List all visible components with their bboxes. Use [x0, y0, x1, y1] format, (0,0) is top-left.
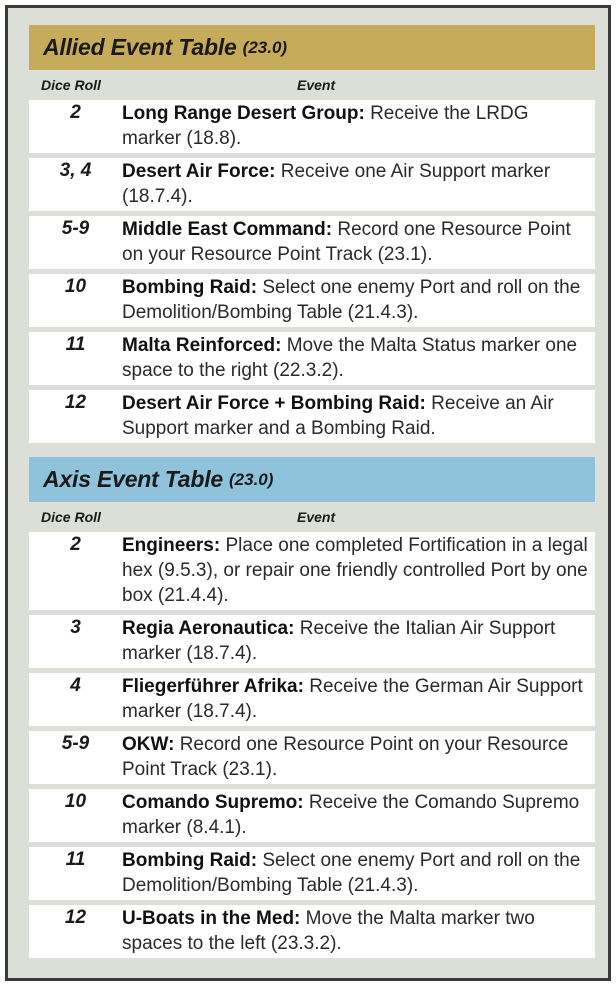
event-name: U-Boats in the Med:	[122, 908, 301, 929]
event-name: Regia Aeronautica:	[122, 618, 295, 639]
table-row	[29, 905, 595, 958]
event-tables-card	[5, 5, 611, 981]
allied-column-headers	[29, 70, 595, 100]
axis-column-headers	[29, 502, 595, 532]
event-description	[122, 731, 595, 784]
event-description	[122, 847, 595, 900]
event-description	[122, 615, 595, 668]
axis-rows	[29, 532, 595, 958]
event-description	[122, 390, 595, 443]
dice-roll-value: 2	[70, 102, 81, 123]
event-description	[122, 158, 595, 211]
event-text: Select one enemy Port and roll on the Demolition/Bombing Table (21.4.3).	[122, 850, 581, 896]
table-row	[29, 615, 595, 668]
event-column-header: Event	[297, 509, 336, 525]
event-text: Record one Resource Point on your Resource Point Track (23.1).	[122, 734, 569, 780]
table-row	[29, 532, 595, 610]
event-column-header: Event	[297, 77, 336, 93]
event-text: Receive the LRDG marker (18.8).	[122, 103, 529, 149]
event-description	[122, 100, 595, 153]
event-name: Malta Reinforced:	[122, 335, 282, 356]
event-description	[122, 789, 595, 842]
event-text: Move the Malta Status marker one space to the right (22.3.2).	[122, 335, 578, 381]
allied-table-reference: (23.0)	[242, 37, 288, 57]
event-text: Receive an Air Support marker and a Bombing Raid.	[122, 393, 554, 439]
table-row	[29, 789, 595, 842]
dice-roll-value: 10	[64, 276, 87, 297]
allied-table-title: Allied Event Table	[43, 34, 237, 60]
table-row	[29, 731, 595, 784]
event-text: Receive one Air Support marker (18.7.4).	[122, 161, 551, 207]
event-name: OKW:	[122, 734, 175, 755]
event-description	[122, 332, 595, 385]
dice-roll-value: 11	[65, 849, 86, 870]
event-description	[122, 905, 595, 958]
dice-roll-value: 3	[70, 617, 81, 638]
event-text: Move the Malta marker two spaces to the left (23.3.2).	[122, 908, 535, 954]
dice-roll-value: 12	[64, 392, 87, 413]
event-description	[122, 216, 595, 269]
event-text: Place one completed Fortification in a legal hex (9.5.3), or repair one friendly controlled Port by one box (21.4.4).	[122, 535, 588, 606]
dice-roll-column-header: Dice Roll	[41, 77, 101, 93]
table-row	[29, 216, 595, 269]
event-description	[122, 274, 595, 327]
table-row	[29, 158, 595, 211]
event-text: Receive the German Air Support marker (18.7.4).	[122, 676, 583, 722]
event-description	[122, 673, 595, 726]
axis-table-reference: (23.0)	[229, 469, 274, 489]
dice-roll-value: 12	[64, 907, 87, 928]
dice-roll-value: 2	[70, 534, 81, 555]
event-name: Fliegerführer Afrika:	[122, 676, 304, 697]
table-row	[29, 847, 595, 900]
table-row	[29, 390, 595, 443]
allied-table-header	[29, 25, 595, 70]
event-text: Receive the Italian Air Support marker (18.7.4).	[122, 618, 556, 664]
event-name: Long Range Desert Group:	[122, 103, 365, 124]
axis-event-table	[29, 457, 595, 963]
event-text: Select one enemy Port and roll on the Demolition/Bombing Table (21.4.3).	[122, 277, 581, 323]
event-description	[122, 532, 595, 610]
table-row	[29, 673, 595, 726]
event-name: Desert Air Force:	[122, 161, 276, 182]
table-row	[29, 332, 595, 385]
axis-table-title: Axis Event Table	[43, 466, 224, 492]
event-text: Record one Resource Point on your Resource Point Track (23.1).	[122, 219, 571, 265]
event-name: Comando Supremo:	[122, 792, 304, 813]
dice-roll-value: 5-9	[61, 218, 90, 239]
axis-table-header	[29, 457, 595, 502]
event-name: Engineers:	[122, 535, 221, 556]
dice-roll-column-header: Dice Roll	[41, 509, 101, 525]
event-name: Bombing Raid:	[122, 850, 258, 871]
table-row	[29, 100, 595, 153]
event-name: Desert Air Force + Bombing Raid:	[122, 393, 426, 414]
allied-rows	[29, 100, 595, 443]
dice-roll-value: 3, 4	[59, 160, 92, 181]
table-row	[29, 274, 595, 327]
dice-roll-value: 11	[65, 334, 86, 355]
event-text: Receive the Comando Supremo marker (8.4.1).	[122, 792, 580, 838]
dice-roll-value: 4	[70, 675, 81, 696]
event-name: Bombing Raid:	[122, 277, 258, 298]
allied-event-table	[29, 25, 595, 448]
dice-roll-value: 10	[64, 791, 87, 812]
event-name: Middle East Command:	[122, 219, 333, 240]
dice-roll-value: 5-9	[61, 733, 90, 754]
